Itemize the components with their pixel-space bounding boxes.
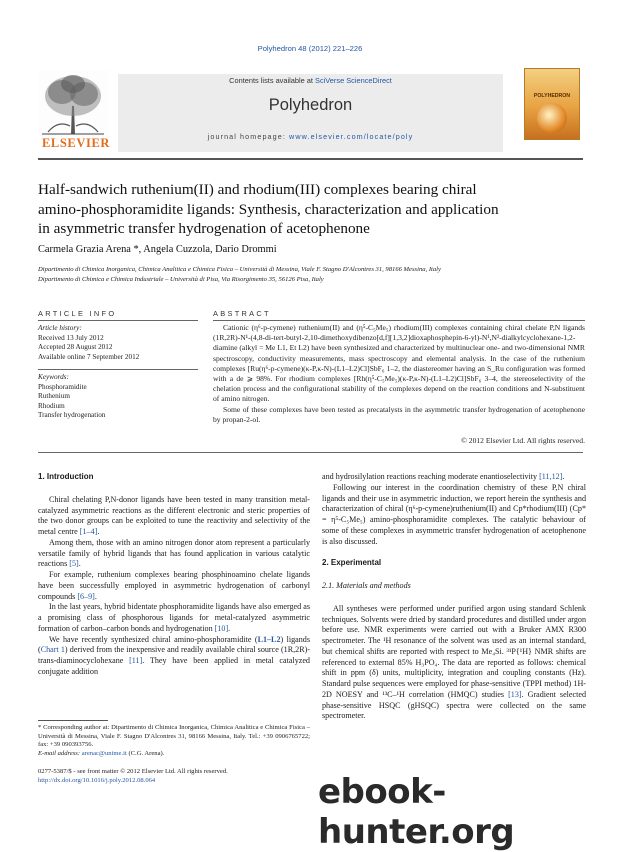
reference-link[interactable]: [5] (69, 559, 79, 569)
received-date: Received 13 July 2012 (38, 333, 104, 342)
paragraph-text: In the last years, hybrid bidentate phosphoramidite ligands have also emerged as a promising class of phosphorous ligands for metal-catalyzed asymmetric formation of carbon–carbon bonds and hydrogenation (38, 602, 310, 633)
body-paragraph: Chiral chelating P,N-donor ligands have been tested in many transition metal-catalyzed asymmetric reactions as the different electronic and steric properties of the two donor groups can be exploited to tune the reactivity and selectivity of the metal centre [1–4]. (38, 494, 310, 536)
footnote-text: * Corresponding author at: Dipartimento di Chimica Inorganica, Chimica Analitica e Chimica Fisica – Università di Messina, Viale F. Stagno D'Alcontres 31, 98166 Messina, Italy. Tel.: +39 0906765722; fax: +39 090393756. (38, 724, 310, 749)
copyright-line: © 2012 Elsevier Ltd. All rights reserved. (461, 436, 585, 445)
paragraph-text: We have recently synthesized chiral amino-phosphoramidite ( (49, 634, 258, 644)
journal-homepage (118, 132, 503, 141)
abstract-label: ABSTRACT (213, 309, 271, 318)
title-line: in asymmetric transfer hydrogenation of acetophenone (38, 220, 370, 237)
paragraph-text: and hydrosilylation reactions reaching moderate enantioselectivity (322, 472, 540, 481)
subsection-heading: 2.1. Materials and methods (322, 581, 411, 590)
paragraph-text: ) ligands ( (38, 634, 310, 655)
title-line: amino-phosphoramidite ligands: Synthesis, characterization and application (38, 200, 499, 218)
doi-link[interactable]: http://dx.doi.org/10.1016/j.poly.2012.08.064 (38, 776, 156, 784)
elsevier-logo (38, 70, 111, 152)
reference-link[interactable]: [6–9] (77, 591, 95, 601)
author-list: Carmela Grazia Arena *, Angela Cuzzola, Dario Drommi (38, 244, 277, 255)
keywords-label: Keywords: (38, 373, 69, 381)
email-label: E-mail address: (38, 749, 82, 757)
cover-title: POLYHEDRON (533, 93, 571, 99)
reference-link[interactable]: [1–4] (79, 527, 98, 536)
paragraph-text: Among them, those with an amino nitrogen donor atom represent a particularly versatile family of hybrid ligands that has found application in various catalytic reactions (38, 537, 310, 569)
paragraph-text: For example, ruthenium complexes bearing phosphinoamino chelate ligands have been successfully employed in asymmetric hydrogenation of carbonyl compounds (38, 570, 310, 601)
reference-link[interactable]: [10] (214, 623, 229, 633)
ligand-link[interactable]: L1–L2 (257, 634, 281, 644)
history-label: Article history: (38, 324, 82, 332)
contents-line (118, 76, 503, 85)
section-heading-introduction: 1. Introduction (38, 472, 94, 481)
footnote-divider (38, 720, 108, 721)
watermark-text: ebook-hunter.org (318, 772, 515, 852)
spacer (322, 547, 586, 558)
keyword: Rhodium (38, 401, 65, 410)
body-paragraph: and hydrosilylation reactions reaching moderate enantioselectivity [11,12]. (322, 472, 565, 481)
elsevier-tree-icon (38, 70, 108, 138)
header-divider (38, 158, 583, 160)
info-divider (38, 320, 198, 321)
journal-title: Polyhedron (268, 96, 353, 114)
reference-link[interactable]: [13] (508, 689, 522, 699)
paragraph-text: Chiral chelating P,N-donor ligands have been tested in many transition metal-catalyzed asymmetric reactions as the different electronic and steric properties of the two donor groups can be exploited to tune the reactivity and selectivity of the metal centre (38, 494, 310, 536)
affiliation-1: Dipartimento di Chimica Inorganica, Chimica Analitica e Chimica Fisica – Università di Messina, Viale F. Stagno D'Alcontres 31, 98166 Messina, Italy (38, 266, 441, 273)
title-line: Half-sandwich ruthenium(II) and rhodium(III) complexes bearing chiral (38, 181, 477, 198)
keyword: Phosphoramidite (38, 382, 87, 391)
article-title (38, 180, 583, 239)
right-column (322, 472, 586, 722)
abstract-paragraph: Cationic (η⁶-p-cymene) ruthenium(II) and (η⁵-C₅Me₅) rhodium(III) complexes containing chiral chelate P,N ligands (1R,2R)-N¹-(4,8-di-tert-butyl-2,10-dimethoxydibenzo[d,f][1,3,2]dioxaphosphepin-6-yl)-N¹,N²-dialkylcyclohexane-1,2-diamine (alkyl = Me L1, Et L2) have been synthesized and characterized by multinuclear one- and two-dimensional NMR spectroscopy, conductivity measurements, mass spectroscopy and elemental analysis. In the case of the ruthenium complexes [Ru(η⁶-p-cymene)(κ-P,κ-N)-(L1–L2)Cl]SbF₆ 1–2, the diastereomer having an S_Ru configuration was formed with a de ⩾ 98%. For rhodium complexes [Rh(η⁵-C₅Me₅)(κ-P,κ-N)-(L1–L2)Cl]SbF₆ 3–4, the stereoselectivity of the chelation process and the configurational stability of the complexes depend on the reaction conditions and N-substituent of amino nitrogen. (213, 323, 585, 404)
keyword: Ruthenium (38, 392, 70, 401)
cover-art-icon (537, 103, 567, 133)
keyword: Transfer hydrogenation (38, 411, 106, 420)
body-paragraph (322, 604, 586, 722)
online-date: Available online 7 September 2012 (38, 352, 140, 361)
sciverse-link[interactable]: SciVerse ScienceDirect (315, 76, 392, 85)
reference-link[interactable]: [11,12] (539, 472, 563, 481)
body-paragraph (38, 635, 310, 678)
paragraph-text: . Gradient selected phase-sensitive HSQC (gHSQC) spectra were collected on the same spectrometer. (322, 689, 586, 721)
keywords (38, 373, 105, 421)
journal-banner (118, 74, 503, 152)
journal-citation[interactable]: Polyhedron 48 (2012) 221–226 (257, 44, 363, 53)
body-paragraph: Following our interest in the coordination chemistry of these P,N chiral ligands and their use in asymmetric induction, we report herein the synthesis and characterization of chiral (η⁶-p-cymene)ruthenium(II) and Cp*rhodium(III) (Cp* = η⁵-C₅Me₅) amino-phosphoramidite complexes. The catalytic behaviour of some of these complexes in asymmetric transfer hydrogenation of acetophenone is also discussed. (322, 482, 586, 546)
article-history (38, 324, 139, 362)
body-paragraph: Among them, those with an amino nitrogen donor atom represent a particularly versatile family of hybrid ligands that has found application in various catalytic reactions [5]. (38, 537, 310, 569)
article-info-label: ARTICLE INFO (38, 309, 117, 318)
email-suffix: (C.G. Arena). (126, 749, 165, 757)
info-divider-2 (38, 369, 198, 370)
abstract-divider-top (213, 320, 585, 321)
section-heading-experimental: 2. Experimental (322, 558, 382, 568)
homepage-prefix: journal homepage: (207, 132, 290, 141)
chart-link[interactable]: Chart 1 (40, 645, 65, 655)
affiliation-2: Dipartimento di Chimica e Chimica Industriale – Università di Pisa, Via Risorgimento 35, 56126 Pisa, Italy (38, 276, 324, 283)
journal-cover-thumbnail (524, 68, 580, 140)
abstract-body (213, 323, 585, 425)
front-matter-info (38, 768, 228, 785)
paragraph-text: ) derived from the inexpensive and readily available chiral source (1R,2R)-trans-diaminocyclohexane (38, 645, 310, 665)
body-paragraph: For example, ruthenium complexes bearing phosphinoamino chelate ligands have been successfully employed in asymmetric hydrogenation of carbonyl compounds [6–9]. (38, 570, 310, 601)
homepage-link[interactable]: www.elsevier.com/locate/poly (289, 132, 414, 141)
left-column (38, 472, 310, 678)
footnote-email (38, 750, 310, 759)
journal-header (38, 68, 583, 156)
contents-prefix: Contents lists available at (229, 76, 316, 85)
abstract-divider-bottom (38, 452, 583, 453)
paragraph-text: All syntheses were performed under purified argon using standard Schlenk techniques. Solvents were dried by standard procedures and distilled under argon before use. NMR experiments were carried out with a Bruker AMX R300 spectrometer. The ¹H resonance of the solvent was used as an internal standard, but chemical shifts are reported with respect to Me₄Si. ³¹P{¹H} NMR shifts are referenced to external 85% H₃PO₄. The data are reported as follows: chemical shift in ppm (δ) units, multiplicity, integration and coupling constants (Hz). Standard pulse sequences were employed for phase-sensitive (TPPI method) 1H-2D NOESY and ¹³C–¹H correlation (HMQC) studies (322, 603, 586, 699)
paragraph-text: . They have been applied in metal catalyzed conjugate addition (38, 656, 310, 676)
elsevier-wordmark: ELSEVIER (42, 136, 111, 150)
body-paragraph: In the last years, hybrid bidentate phosphoramidite ligands have also emerged as a promising class of phosphorous ligands for metal-catalyzed asymmetric formation of carbon–carbon bonds and hydrogenation [10]. (38, 602, 310, 633)
email-link[interactable]: arenac@unime.it (81, 749, 127, 757)
corresponding-author-footnote (38, 724, 310, 758)
reference-link[interactable]: [11] (129, 656, 143, 665)
accepted-date: Accepted 28 August 2012 (38, 343, 113, 352)
issn-line: 0277-5387/$ - see front matter © 2012 Elsevier Ltd. All rights reserved. (38, 768, 228, 775)
abstract-paragraph: Some of these complexes have been tested as precatalysts in the asymmetric transfer hydrogenation of acetophenone by propan-2-ol. (213, 404, 585, 424)
